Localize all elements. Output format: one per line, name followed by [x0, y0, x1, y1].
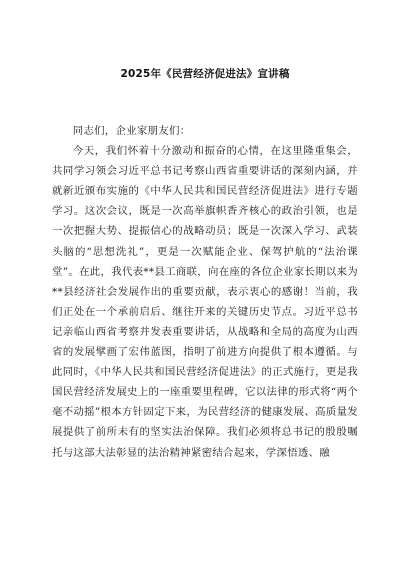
body-paragraph: 今天，我们怀着十分激动和振奋的心情，在这里隆重集会，共同学习领会习近平总书记考察山西省重要讲话的深刻内涵，并就新近颁布实施的《中华人民共和国民营经济促进法》进行专题学习。这次会议，既是一次高举旗帜香齐核心的政治引领，也是一次把握大势、提振信心的战略动员；既是一次深入学习、武装头脑的“思想洗礼”，更是一次赋能企业、保驾护航的“法治课堂”。在此，我代表**县工商联，向在座的各位企业家长期以来为**县经济社会发展作出的重要贡献，表示衷心的感谢！当前，我们正处在一个承前启后、继往开来的关键历史节点。习近平总书记亲临山西省考察并发表重要讲话，从战略和全局的高度为山西省的发展擘画了宏伟蓝图，指明了前进方向提供了根本遵循。与此同时，《中华人民共和国民营经济促进法》的正式施行，更是我国民营经济发展史上的一座重要里程碑，它以法律的形式将“两个毫不动摇”根本方针固定下来，为民营经济的健康发展、高质量发展提供了前所未有的坚实法治保障。我们必须将总书记的殷殷嘱托与这部大法彰显的法治精神紧密结合起来，学深悟透、融	[52, 145, 358, 459]
document-body	[52, 121, 358, 463]
salutation-paragraph: 同志们，企业家朋友们：	[72, 125, 191, 137]
document-title: 2025年《民营经济促进法》宣讲稿	[120, 68, 290, 80]
